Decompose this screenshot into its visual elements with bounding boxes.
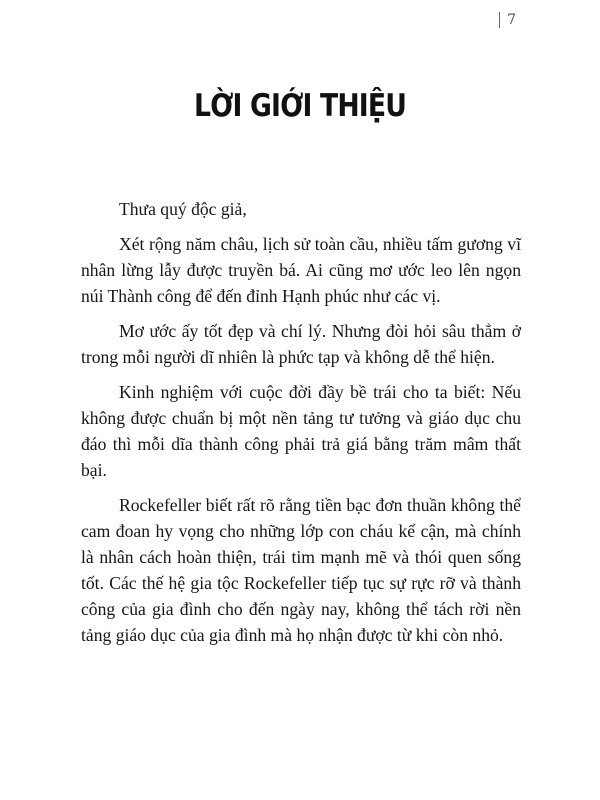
paragraph-2: Mơ ước ấy tốt đẹp và chí lý. Nhưng đòi hỏi sâu thẳm ở trong mỗi người dĩ nhiên là phức tạp và không dễ thể hiện.	[81, 321, 521, 367]
chapter-heading: LỜI GIỚI THIỆU	[193, 88, 407, 124]
paragraph-4: Rockefeller biết rất rõ rằng tiền bạc đơn thuần không thể cam đoan hy vọng cho những lớp con cháu kế cận, mà chính là nhân cách hoàn thiện, trái tim mạnh mẽ và thói quen sống tốt. Các thế hệ gia tộc Rockefeller tiếp tục sự rực rỡ và thành công của gia đình cho đến ngày nay, không thể tách rời nền tảng giáo dục của gia đình mà họ nhận được từ khi còn nhỏ.	[81, 495, 521, 645]
page-number-value: 7	[507, 12, 516, 28]
page-number	[499, 12, 516, 28]
paragraph-3: Kinh nghiệm với cuộc đời đầy bề trái cho ta biết: Nếu không được chuẩn bị một nền tảng tư tưởng và giáo dục chu đáo thì mỗi dĩa thành công phải trả giá bằng trăm mâm thất bại.	[81, 382, 521, 480]
page-number-divider	[499, 12, 500, 28]
paragraph-1: Xét rộng năm châu, lịch sử toàn cầu, nhiều tấm gương vĩ nhân lừng lẫy được truyền bá. Ai cũng mơ ước leo lên ngọn núi Thành công để đến đỉnh Hạnh phúc như các vị.	[81, 234, 521, 306]
paragraph-greeting: Thưa quý độc giả,	[119, 199, 247, 219]
body-text	[81, 196, 521, 657]
